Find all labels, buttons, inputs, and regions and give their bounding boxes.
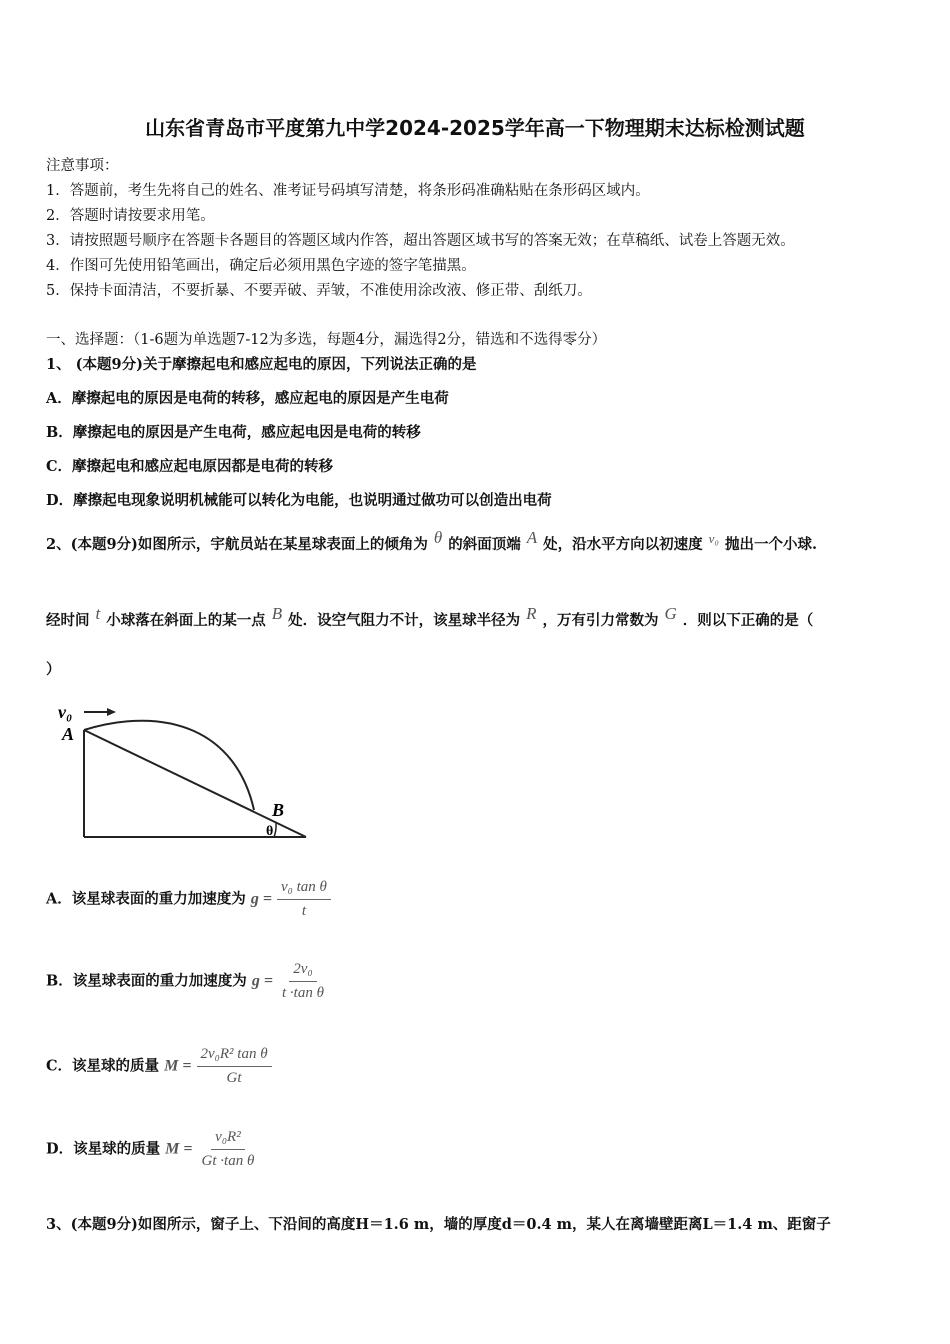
formula-lhs: M =: [165, 1140, 193, 1158]
stem-text: 处，沿水平方向以初速度: [543, 535, 703, 553]
symbol-v0: v₀: [708, 531, 719, 546]
section-heading: 一、选择题：（1-6题为单选题7-12为多选，每题4分，漏选得2分，错选和不选得零分）: [46, 332, 607, 348]
page-title: 山东省青岛市平度第九中学2024-2025学年高一下物理期末达标检测试题: [145, 116, 805, 140]
symbol-theta: θ: [433, 528, 443, 547]
angle-arc: [274, 823, 276, 837]
denominator: t ·tan θ: [282, 984, 324, 1001]
stem-text: 小球落在斜面上的某一点: [106, 611, 266, 629]
question-3-stem: 3、(本题9分)如图所示，窗子上、下沿间的高度H＝1.6 m，墙的厚度d＝0.4 m，某人在离墙壁距离L＝1.4 m、距窗子: [46, 1216, 831, 1233]
stem-text: 经时间: [46, 611, 90, 629]
question-2-option-b: [46, 960, 328, 1003]
notice-item: 1．答题前，考生先将自己的姓名、准考证号码填写清楚，将条形码准确粘贴在条形码区域内。: [46, 183, 650, 199]
numerator: v₀R²: [211, 1128, 245, 1150]
incline-line: [84, 730, 306, 837]
formula-lhs: g =: [250, 890, 272, 908]
notice-item: 5．保持卡面清洁，不要折暴、不要弄破、弄皱，不准使用涂改液、修正带、刮纸刀。: [46, 283, 592, 299]
option-label: A．: [46, 390, 72, 407]
notice-item: 3．请按照题号顺序在答题卡各题目的答题区域内作答，超出答题区域书写的答案无效；在草稿纸、试卷上答题无效。: [46, 233, 795, 249]
numerator: 2v₀: [289, 960, 316, 982]
option-label: C．: [46, 458, 73, 475]
stem-text: 2、(本题9分)如图所示，宇航员站在某星球表面上的倾角为: [46, 535, 428, 553]
formula-fraction: [197, 1045, 272, 1088]
denominator: Gt: [226, 1069, 242, 1086]
notice-heading: 注意事项：: [46, 158, 119, 174]
notice-item: 2．答题时请按要求用笔。: [46, 208, 215, 224]
stem-text: 处．设空气阻力不计，该星球半径为: [288, 611, 521, 629]
formula-lhs: M =: [164, 1057, 192, 1075]
formula-fraction: [278, 960, 328, 1003]
symbol-t: t: [95, 604, 101, 623]
option-label: B．: [46, 424, 73, 441]
option-label: D．: [46, 1140, 74, 1158]
numerator: v₀ tan θ: [277, 878, 331, 900]
projectile-incline-figure: [46, 690, 318, 852]
stem-text: ，万有引力常数为: [542, 611, 659, 629]
option-label: B．: [46, 972, 73, 990]
velocity-arrow-head: [107, 708, 116, 716]
option-text: 该星球表面的重力加速度为: [72, 972, 247, 990]
notice-item: 4．作图可先使用铅笔画出，确定后必须用黑色字迹的签字笔描黑。: [46, 258, 476, 274]
symbol-a: A: [526, 528, 538, 547]
trajectory-arc: [84, 721, 254, 810]
formula-fraction: [277, 878, 331, 921]
stem-text: ．则以下正确的是（: [682, 611, 814, 629]
question-2-stem-line2: [46, 604, 813, 630]
option-text: 该星球的质量: [72, 1057, 160, 1075]
question-1-option-d: [46, 489, 552, 510]
stem-text: 的斜面顶端: [448, 535, 521, 553]
question-1-option-c: [46, 455, 333, 476]
question-2-option-d: [46, 1128, 258, 1171]
option-label: A．: [46, 890, 72, 908]
question-2-stem-line3: ）: [46, 661, 61, 678]
question-1-stem: 1、 (本题9分)关于摩擦起电和感应起电的原因，下列说法正确的是: [46, 356, 477, 373]
stem-text: 抛出一个小球.: [724, 535, 818, 553]
option-text: 该星球的质量: [73, 1140, 161, 1158]
question-2-option-a: [46, 878, 331, 921]
question-1-option-a: [46, 387, 449, 408]
option-text: 摩擦起电的原因是产生电荷，感应起电因是电荷的转移: [72, 424, 421, 441]
symbol-b: B: [271, 604, 283, 623]
option-text: 摩擦起电和感应起电原因都是电荷的转移: [72, 458, 334, 475]
label-theta: θ: [266, 824, 274, 839]
option-label: C．: [46, 1057, 73, 1075]
formula-fraction: [198, 1128, 259, 1171]
numerator: 2v₀R² tan θ: [197, 1045, 272, 1067]
symbol-g: G: [664, 604, 677, 623]
label-v0: v₀: [58, 702, 73, 722]
option-label: D．: [46, 492, 74, 509]
option-text: 摩擦起电现象说明机械能可以转化为电能，也说明通过做功可以创造出电荷: [73, 492, 552, 509]
option-text: 摩擦起电的原因是电荷的转移，感应起电的原因是产生电荷: [71, 390, 449, 407]
option-text: 该星球表面的重力加速度为: [71, 890, 246, 908]
label-b: B: [272, 800, 285, 820]
formula-lhs: g =: [251, 972, 273, 990]
symbol-r: R: [526, 604, 537, 623]
label-a: A: [62, 724, 75, 744]
question-2-stem-line1: [46, 528, 817, 554]
question-2-option-c: [46, 1045, 272, 1088]
denominator: Gt ·tan θ: [201, 1152, 255, 1169]
denominator: t: [301, 902, 307, 919]
question-1-option-b: [46, 421, 421, 442]
